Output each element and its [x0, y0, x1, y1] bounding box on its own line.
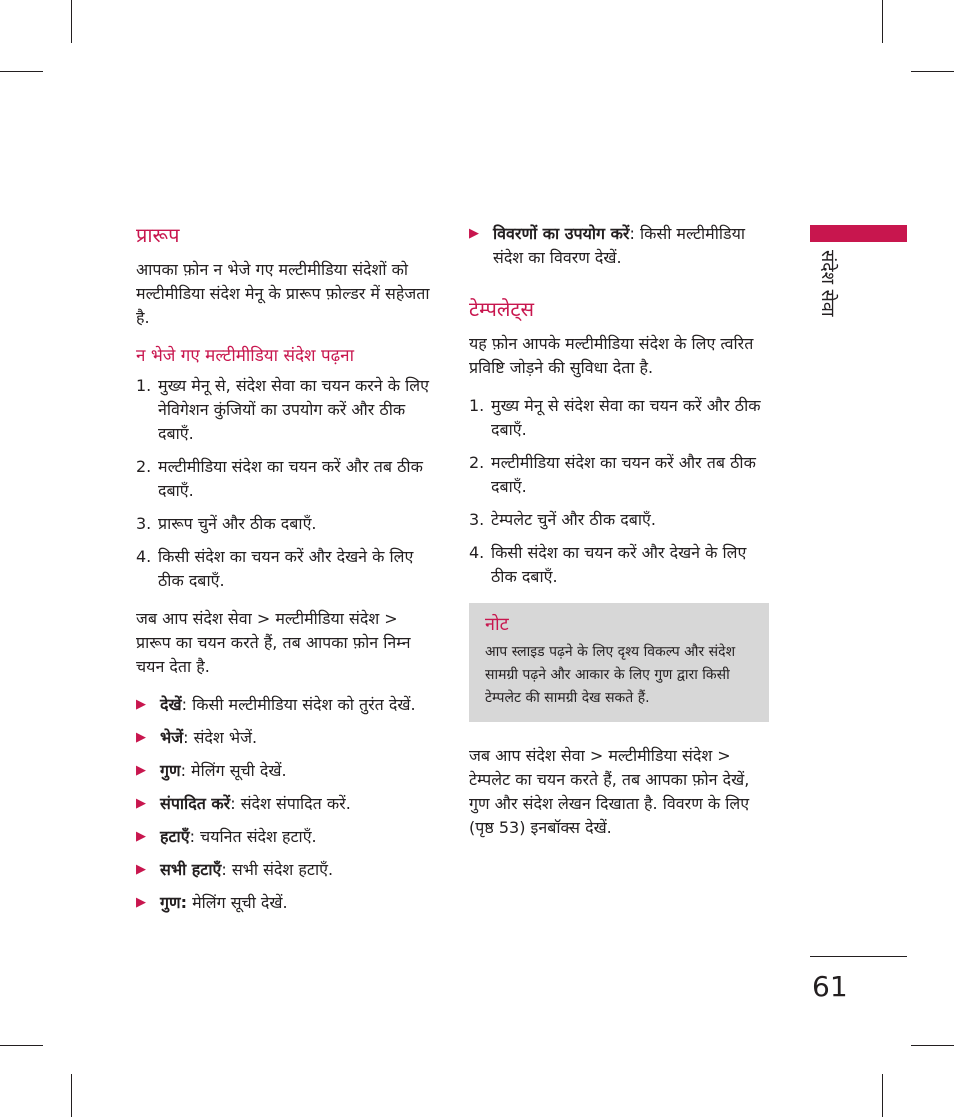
- option-term: सभी हटाएँ: [160, 860, 222, 879]
- option-item: [136, 792, 436, 816]
- option-term: हटाएँ: [160, 827, 190, 846]
- step-text: मल्टीमीडिया संदेश का चयन करें और तब ठीक दबाएँ.: [158, 457, 423, 500]
- bullet-arrow-icon: ▶: [136, 730, 146, 745]
- bullet-arrow-icon: ▶: [469, 226, 479, 241]
- option-text: मेलिंग सूची देखें.: [186, 893, 288, 912]
- step-text: टेम्पलेट चुनें और ठीक दबाएँ.: [491, 510, 656, 529]
- templates-intro: यह फ़ोन आपके मल्टीमीडिया संदेश के लिए त्वरित प्रविष्टि जोड़ने की सुविधा देता है.: [469, 334, 754, 377]
- templates-steps: [469, 394, 769, 589]
- section-heading-drafts: प्रारूप: [136, 223, 180, 247]
- bullet-arrow-icon: ▶: [136, 697, 146, 712]
- crop-mark: [71, 0, 72, 43]
- step-number: 2.: [136, 457, 152, 476]
- step-number: 1.: [469, 396, 485, 415]
- section-tab-label: संदेश सेवा: [817, 250, 838, 317]
- step-number: 2.: [469, 453, 485, 472]
- bullet-arrow-icon: ▶: [136, 862, 146, 877]
- step-text: मुख्य मेनू से संदेश सेवा का चयन करें और ठीक दबाएँ.: [491, 396, 761, 439]
- step-item: [136, 455, 436, 503]
- option-text: : चयनित संदेश हटाएँ.: [189, 827, 317, 846]
- step-number: 3.: [136, 514, 152, 533]
- step-item: [136, 374, 436, 446]
- option-item: [136, 759, 436, 783]
- bullet-arrow-icon: ▶: [136, 763, 146, 778]
- step-number: 4.: [469, 543, 485, 562]
- step-text: किसी संदेश का चयन करें और देखने के लिए ठीक दबाएँ.: [158, 547, 414, 590]
- step-item: [136, 545, 436, 593]
- option-term: देखें: [160, 695, 182, 714]
- crop-mark: [882, 0, 883, 43]
- option-item: [136, 891, 436, 915]
- step-text: मल्टीमीडिया संदेश का चयन करें और तब ठीक दबाएँ.: [491, 453, 756, 496]
- option-text: : संदेश भेजें.: [183, 728, 258, 747]
- note-title: नोट: [485, 614, 509, 635]
- left-column: [136, 222, 436, 924]
- step-text: मुख्य मेनू से, संदेश सेवा का चयन करने के लिए नेविगेशन कुंजियों का उपयोग करें और ठीक दबाएँ.: [158, 376, 429, 443]
- bullet-arrow-icon: ▶: [136, 829, 146, 844]
- option-item: [136, 726, 436, 750]
- note-body: आप स्लाइड पढ़ने के लिए दृश्य विकल्प और संदेश सामग्री पढ़ने और आकार के लिए गुण द्वारा किसी टेम्पलेट की सामग्री देख सकते हैं.: [485, 644, 736, 706]
- crop-mark: [911, 71, 954, 72]
- note-box: [469, 603, 769, 722]
- crop-mark: [0, 71, 43, 72]
- step-item: [469, 508, 769, 532]
- right-column: [469, 222, 769, 854]
- option-item: [469, 222, 769, 270]
- option-item: [136, 825, 436, 849]
- option-text: : मेलिंग सूची देखें.: [180, 761, 287, 780]
- drafts-options-intro: जब आप संदेश सेवा > मल्टीमीडिया संदेश > प्रारूप का चयन करते हैं, तब आपका फ़ोन निम्न चयन देता है.: [136, 609, 411, 676]
- page-number: 61: [812, 970, 848, 1003]
- crop-mark: [71, 1074, 72, 1117]
- step-item: [136, 512, 436, 536]
- option-item: [136, 693, 436, 717]
- option-text: : संदेश संपादित करें.: [230, 794, 351, 813]
- option-text: : किसी मल्टीमीडिया संदेश का विवरण देखें.: [493, 224, 746, 267]
- step-item: [469, 541, 769, 589]
- drafts-steps: [136, 374, 436, 593]
- step-text: प्रारूप चुनें और ठीक दबाएँ.: [158, 514, 317, 533]
- bullet-arrow-icon: ▶: [136, 796, 146, 811]
- drafts-intro: आपका फ़ोन न भेजे गए मल्टीमीडिया संदेशों को मल्टीमीडिया संदेश मेनू के प्रारूप फ़ोल्डर में सहेजता है.: [136, 260, 430, 327]
- option-term: गुण:: [160, 893, 187, 912]
- crop-mark: [0, 1045, 43, 1046]
- drafts-options-list: [136, 693, 436, 915]
- option-term: गुण: [160, 761, 181, 780]
- crop-mark: [882, 1074, 883, 1117]
- crop-mark: [911, 1045, 954, 1046]
- option-term: संपादित करें: [160, 794, 231, 813]
- option-text: : सभी संदेश हटाएँ.: [221, 860, 334, 879]
- option-text: : किसी मल्टीमीडिया संदेश को तुरंत देखें.: [181, 695, 416, 714]
- subheading-read-unsent: न भेजे गए मल्टीमीडिया संदेश पढ़ना: [136, 346, 355, 366]
- step-number: 3.: [469, 510, 485, 529]
- step-item: [469, 394, 769, 442]
- step-item: [469, 451, 769, 499]
- step-text: किसी संदेश का चयन करें और देखने के लिए ठीक दबाएँ.: [491, 543, 747, 586]
- templates-closing: जब आप संदेश सेवा > मल्टीमीडिया संदेश > टेम्पलेट का चयन करते हैं, तब आपका फ़ोन देखें, गुण और संदेश लेखन दिखाता है. विवरण के लिए (पृष्ठ 53) इनबॉक्स देखें.: [469, 746, 750, 837]
- page-number-rule: [810, 956, 907, 957]
- section-tab-bar: [810, 225, 907, 242]
- step-number: 4.: [136, 547, 152, 566]
- option-term: विवरणों का उपयोग करें: [493, 224, 630, 243]
- option-term: भेजें: [160, 728, 184, 747]
- bullet-arrow-icon: ▶: [136, 895, 146, 910]
- section-heading-templates: टेम्पलेट्स: [469, 297, 534, 321]
- option-item: [136, 858, 436, 882]
- step-number: 1.: [136, 376, 152, 395]
